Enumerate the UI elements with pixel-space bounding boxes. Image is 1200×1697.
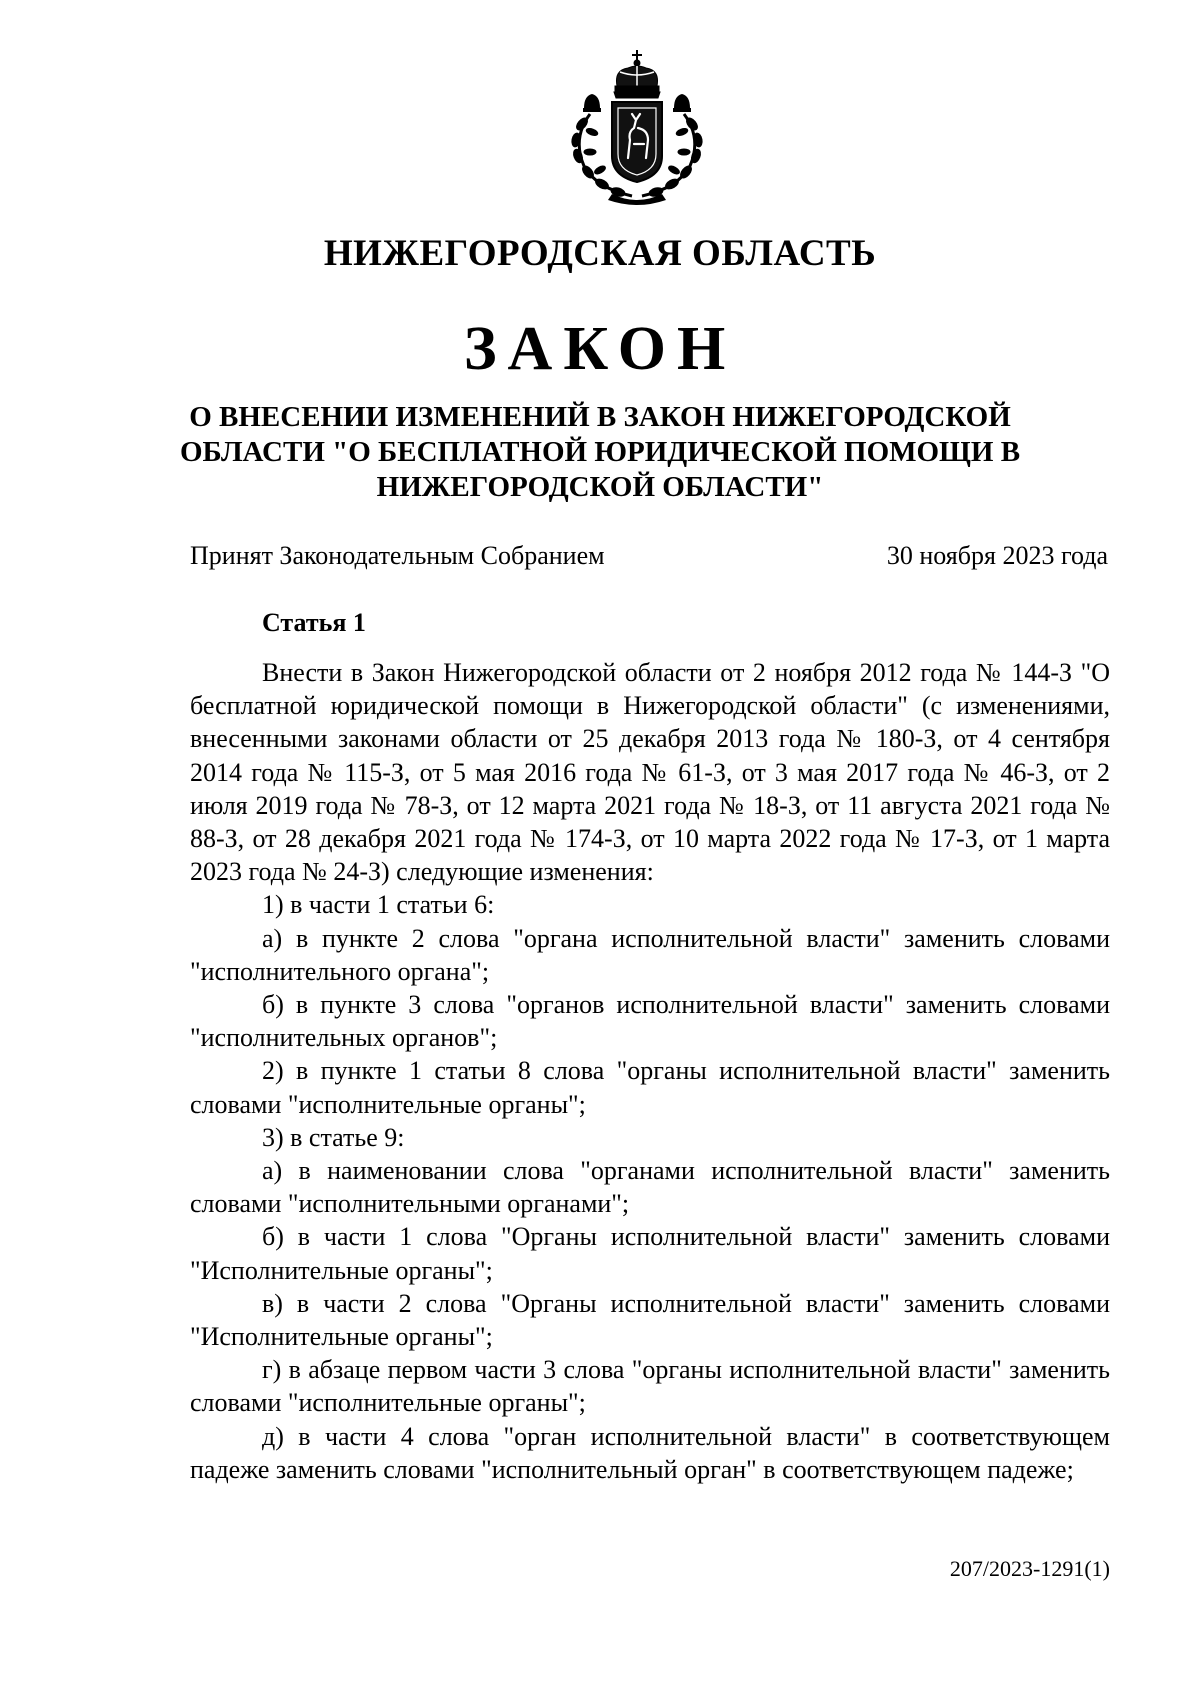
adoption-line [190,540,1108,572]
crown-icon [614,50,660,98]
law-title [150,400,1050,505]
region-name: НИЖЕГОРОДСКАЯ ОБЛАСТЬ [323,233,877,274]
coat-of-arms-emblem [562,48,712,206]
article-paragraph: г) в абзаце первом части 3 слова "органы исполнительной власти" заменить словами "исполнительные органы"; [190,1355,1110,1418]
article-paragraph: 3) в статье 9: [262,1122,405,1152]
shield-icon [612,102,662,182]
law-title-line: ОБЛАСТИ "О БЕСПЛАТНОЙ ЮРИДИЧЕСКОЙ ПОМОЩИ В [179,436,1021,468]
law-title-line: НИЖЕГОРОДСКОЙ ОБЛАСТИ" [376,471,824,503]
law-title-line: О ВНЕСЕНИИ ИЗМЕНЕНИЙ В ЗАКОН НИЖЕГОРОДСКОЙ [189,401,1011,433]
article-paragraph: 1) в части 1 статьи 6: [262,890,495,920]
article-paragraph: б) в пункте 3 слова "органов исполнительной власти" заменить словами "исполнительных органов"; [190,990,1110,1053]
article-paragraph: в) в части 2 слова "Органы исполнительной власти" заменить словами "Исполнительные органы"; [190,1288,1110,1352]
article-heading: Статья 1 [262,608,366,637]
article-paragraph: б) в части 1 слова "Органы исполнительной власти" заменить словами "Исполнительные органы"; [190,1222,1110,1285]
document-number: 207/2023-1291(1) [949,1556,1110,1581]
article-paragraph: Внести в Закон Нижегородской области от 2 ноября 2012 года № 144-З "О бесплатной юридической помощи в Нижегородской области" (с изменениями, внесенными законами области от 25 декабря 2013 года № 180-З, от 4 сентября 2014 года № 115-З, от 5 мая 2016 года № 61-З, от 3 мая 2017 года № 46-З, от 2 июля 2019 года № 78-З, от 12 марта 2021 года № 18-З, от 11 августа 2021 года № 88-З, от 28 декабря 2021 года № 174-З, от 10 марта 2022 года № 17-З, от 1 марта 2023 года № 24-З) следующие изменения: [190,658,1110,887]
article-paragraph: а) в пункте 2 слова "органа исполнительной власти" заменить словами "исполнительного органа"; [190,923,1110,986]
article-paragraph: а) в наименовании слова "органами исполнительной власти" заменить словами "исполнительными органами"; [190,1156,1110,1219]
adoption-date: 30 ноября 2023 года [886,541,1108,570]
law-heading: ЗАКОН [463,315,737,383]
article-paragraph: д) в части 4 слова "орган исполнительной власти" в соответствующем падеже заменить словами "исполнительный орган" в соответствующем падеже; [190,1421,1110,1484]
adopting-body: Принят Законодательным Собранием [190,541,605,570]
article-body [190,656,1110,1486]
article-paragraph: 2) в пункте 1 статьи 8 слова "органы исполнительной власти" заменить словами "исполнительные органы"; [190,1056,1110,1119]
